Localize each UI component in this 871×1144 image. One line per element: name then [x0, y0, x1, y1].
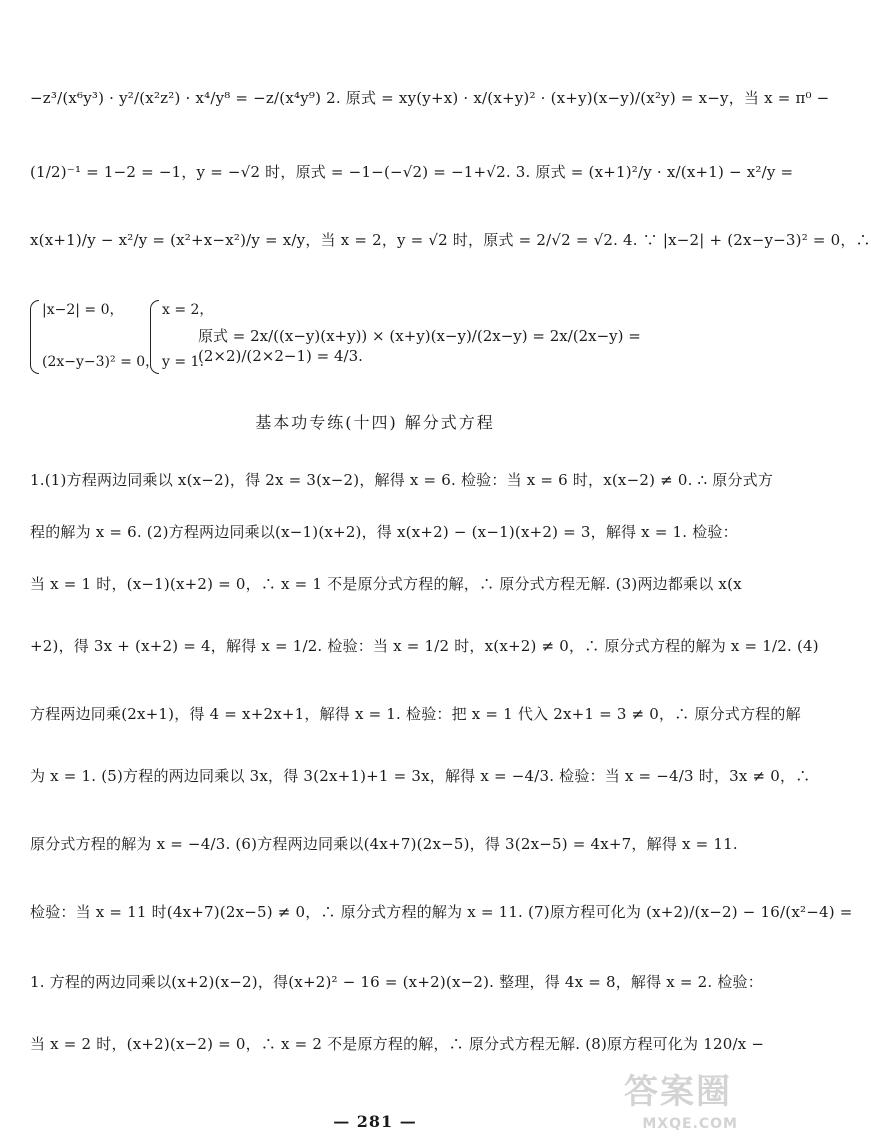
text-line-9: 为 x = 1. (5)方程的两边同乘以 3x，得 3(2x+1)+1 = 3x，解得 x = −4/3. 检验：当 x = −4/3 时，3x ≠ 0，∴ — [30, 767, 811, 785]
text-line-6: 当 x = 1 时，(x−1)(x+2) = 0，∴ x = 1 不是原分式方程的解，∴ 原分式方程无解. (3)两边都乘以 x(x — [30, 575, 742, 593]
text-line-10: 原分式方程的解为 x = −4/3. (6)方程两边同乘以(4x+7)(2x−5)，得 3(2x−5) = 4x+7，解得 x = 11. — [30, 835, 738, 853]
text-line-4: 1.(1)方程两边同乘以 x(x−2)，得 2x = 3(x−2)，解得 x = 6. 检验：当 x = 6 时，x(x−2) ≠ 0. ∴ 原分式方 — [30, 471, 774, 489]
text-line-1: −z³/(x⁶y³) · y²/(x²z²) · x⁴/y⁸ = −z/(x⁴y⁹) 2. 原式 = xy(y+x) · x/(x+y)² · (x+y)(x−y)/(x²y) = x−y，当 x = π⁰ − — [30, 89, 830, 107]
watermark-en: MXQE.COM — [642, 1116, 738, 1132]
watermark-cn: 答案圈 — [624, 1072, 732, 1112]
system-right-top: x = 2， — [162, 302, 214, 318]
text-line-5: 程的解为 x = 6. (2)方程两边同乘以(x−1)(x+2)，得 x(x+2) − (x−1)(x+2) = 3，解得 x = 1. 检验： — [30, 523, 738, 541]
left-brace — [30, 300, 39, 374]
text-line-13: 当 x = 2 时，(x+2)(x−2) = 0，∴ x = 2 不是原方程的解，∴ 原分式方程无解. (8)原方程可化为 120/x − — [30, 1035, 765, 1053]
watermark-logo — [578, 1064, 738, 1134]
page-number: — 281 — — [333, 1112, 417, 1131]
text-line-3: x(x+1)/y − x²/y = (x²+x−x²)/y = x/y，当 x = 2，y = √2 时，原式 = 2/√2 = √2. 4. ∵ |x−2| + (2x−y−3)² = 0，∴ — [30, 231, 871, 249]
text-line-7: +2)，得 3x + (x+2) = 4，解得 x = 1/2. 检验：当 x = 1/2 时，x(x+2) ≠ 0，∴ 原分式方程的解为 x = 1/2. (4) — [30, 637, 819, 655]
section-title: 基本功专练(十四) 解分式方程 — [255, 413, 495, 432]
text-line-8: 方程两边同乘(2x+1)，得 4 = x+2x+1，解得 x = 1. 检验：把 x = 1 代入 2x+1 = 3 ≠ 0，∴ 原分式方程的解 — [30, 705, 801, 723]
system-result: 原式 = 2x/((x−y)(x+y)) × (x+y)(x−y)/(2x−y) = 2x/(2x−y) = (2×2)/(2×2−1) = 4/3. — [198, 327, 641, 365]
text-line-11: 检验：当 x = 11 时(4x+7)(2x−5) ≠ 0，∴ 原分式方程的解为 x = 11. (7)原方程可化为 (x+2)/(x−2) − 16/(x²−4) = — [30, 903, 853, 921]
system-right-bottom: y = 1. — [162, 354, 204, 370]
system-left-bottom: (2x−y−3)² = 0， — [42, 354, 160, 370]
right-brace — [150, 300, 159, 374]
equation-system — [30, 296, 730, 380]
text-line-12: 1. 方程的两边同乘以(x+2)(x−2)，得(x+2)² − 16 = (x+2)(x−2). 整理，得 4x = 8，解得 x = 2. 检验： — [30, 973, 763, 991]
text-line-2: (1/2)⁻¹ = 1−2 = −1，y = −√2 时，原式 = −1−(−√2) = −1+√2. 3. 原式 = (x+1)²/y · x/(x+1) − x²/y = — [30, 163, 794, 181]
system-left-top: |x−2| = 0， — [42, 302, 124, 318]
